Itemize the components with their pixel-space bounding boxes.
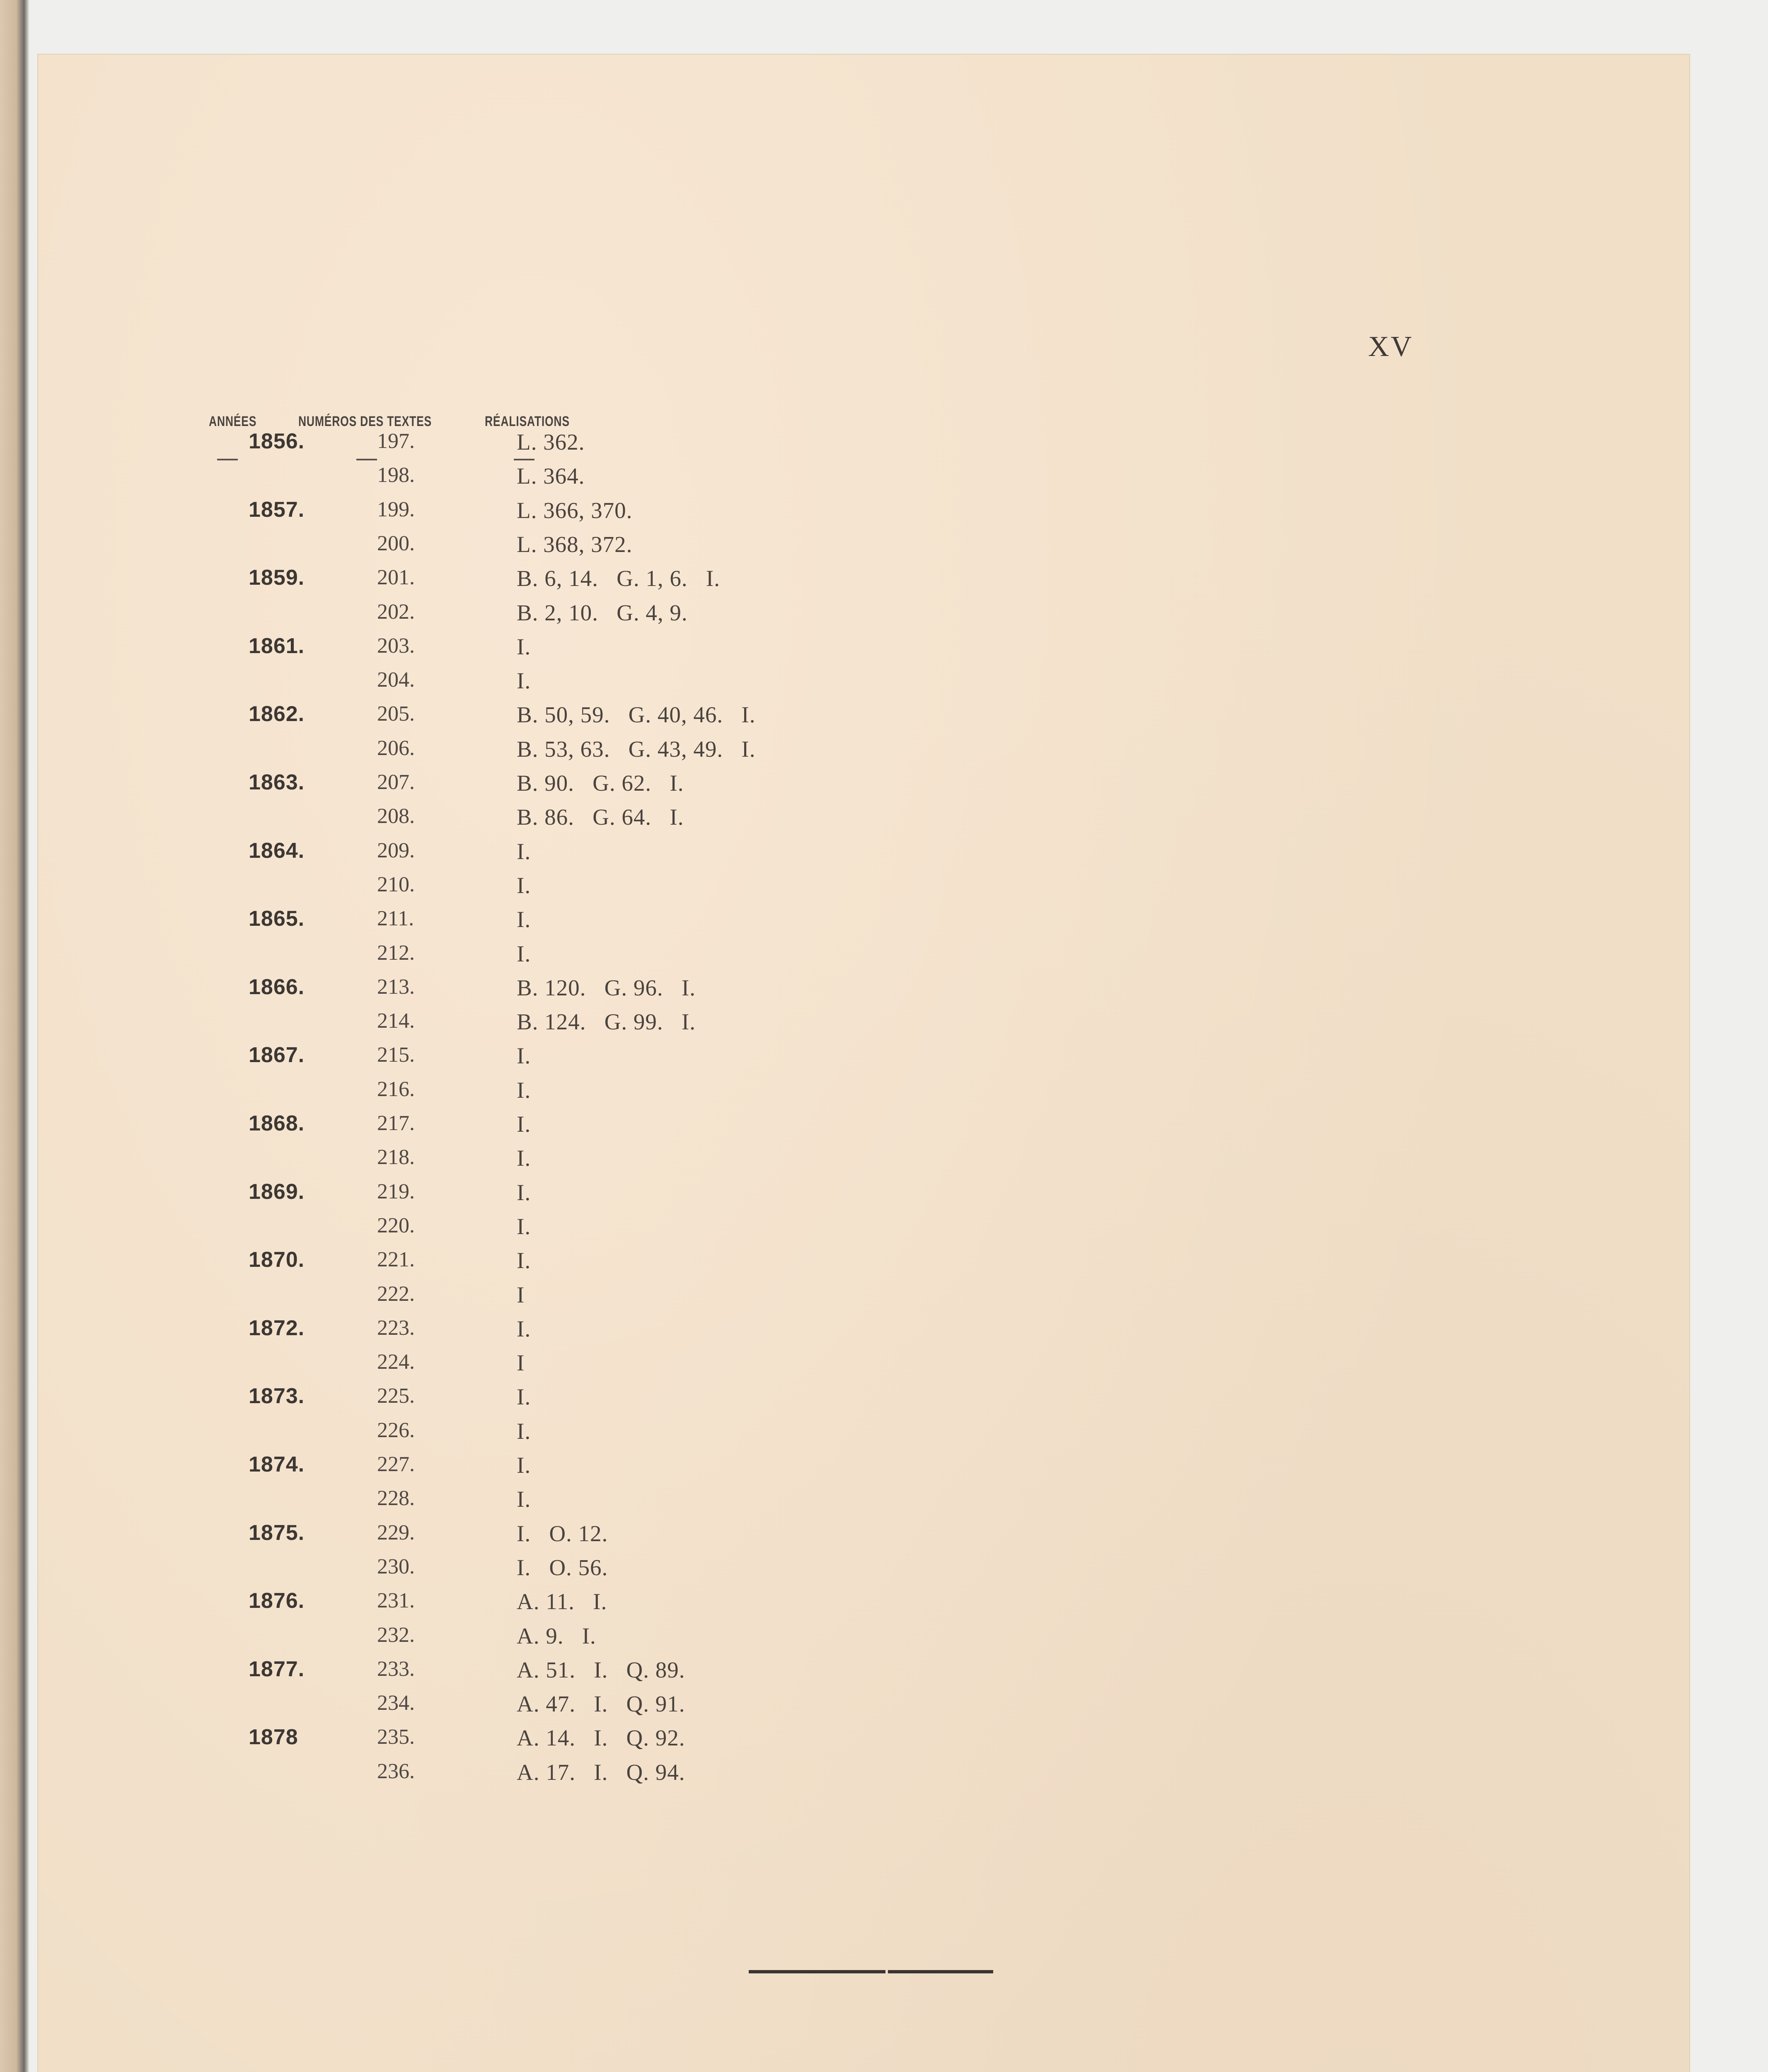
table-row [38, 531, 867, 565]
book-page [38, 55, 1689, 2072]
text-number-cell: 228. [377, 1486, 415, 1510]
table-row [38, 1520, 867, 1554]
header-numeros-des-textes: NUMÉROS DES TEXTES [298, 414, 432, 429]
text-number-cell: 200. [377, 532, 415, 555]
realisations-cell: I. [517, 1111, 531, 1137]
realisations-cell: L. 362. [517, 429, 585, 455]
year-cell: 1864. [249, 839, 305, 863]
realisations-cell: B. 86. G. 64. I. [517, 804, 684, 830]
text-number-cell: 199. [377, 498, 415, 521]
year-cell: 1866. [249, 975, 305, 999]
text-number-cell: 232. [377, 1623, 415, 1647]
table-row [38, 1247, 867, 1281]
realisations-cell: I. [517, 1214, 531, 1239]
year-cell: 1876. [249, 1589, 305, 1613]
table-row [38, 1316, 867, 1350]
closing-rule-left [749, 1970, 885, 1973]
table-row [38, 1554, 867, 1588]
realisations-cell: I. [517, 1384, 531, 1409]
text-number-cell: 223. [377, 1316, 415, 1340]
realisations-cell: I. [517, 1418, 531, 1444]
year-cell: 1873. [249, 1384, 305, 1408]
year-cell: 1863. [249, 770, 305, 794]
realisations-cell: B. 53, 63. G. 43, 49. I. [517, 736, 756, 762]
year-cell: 1861. [249, 634, 305, 658]
book-spine-edge [0, 0, 29, 2072]
realisations-cell: I. [517, 1316, 531, 1341]
table-row [38, 600, 867, 634]
table-row [38, 1145, 867, 1179]
table-row [38, 872, 867, 906]
realisations-cell: I. [517, 907, 531, 932]
text-number-cell: 221. [377, 1248, 415, 1271]
closing-rule [749, 1970, 993, 1973]
text-number-cell: 230. [377, 1555, 415, 1578]
text-number-cell: 222. [377, 1282, 415, 1306]
text-number-cell: 233. [377, 1657, 415, 1681]
table-row [38, 1486, 867, 1520]
realisations-cell: I. O. 12. [517, 1521, 608, 1546]
table-row [38, 906, 867, 940]
text-number-cell: 214. [377, 1009, 415, 1033]
text-number-cell: 203. [377, 634, 415, 658]
realisations-cell: B. 90. G. 62. I. [517, 770, 684, 796]
year-cell: 1868. [249, 1111, 305, 1135]
year-cell: 1877. [249, 1657, 305, 1681]
text-number-cell: 216. [377, 1077, 415, 1101]
realisations-cell: I. [517, 1077, 531, 1103]
table-row [38, 1657, 867, 1691]
text-number-cell: 207. [377, 770, 415, 794]
text-number-cell: 205. [377, 702, 415, 726]
realisations-cell: I. [517, 1486, 531, 1512]
realisations-cell: B. 2, 10. G. 4, 9. [517, 600, 688, 625]
text-number-cell: 212. [377, 941, 415, 965]
year-cell: 1874. [249, 1452, 305, 1477]
table-row [38, 634, 867, 668]
realisations-cell: L. 368, 372. [517, 532, 633, 557]
year-cell: 1878 [249, 1725, 298, 1749]
table-row [38, 1384, 867, 1418]
year-cell: 1857. [249, 498, 305, 522]
year-cell: 1875. [249, 1521, 305, 1545]
year-cell: 1869. [249, 1180, 305, 1204]
realisations-cell: A. 17. I. Q. 94. [517, 1760, 685, 1785]
table-row [38, 702, 867, 736]
text-number-cell: 225. [377, 1384, 415, 1408]
realisations-cell: I. [517, 873, 531, 898]
realisations-cell: L. 366, 370. [517, 498, 633, 523]
text-number-cell: 217. [377, 1111, 415, 1135]
table-row [38, 1418, 867, 1452]
text-number-cell: 215. [377, 1043, 415, 1067]
table-row [38, 1452, 867, 1486]
table-row [38, 1725, 867, 1759]
text-number-cell: 209. [377, 839, 415, 862]
realisations-cell: A. 11. I. [517, 1589, 607, 1614]
year-cell: 1865. [249, 907, 305, 931]
table-row [38, 1043, 867, 1077]
text-number-cell: 220. [377, 1214, 415, 1237]
realisations-cell: B. 50, 59. G. 40, 46. I. [517, 702, 756, 727]
table-row [38, 770, 867, 804]
text-number-cell: 229. [377, 1521, 415, 1544]
realisations-cell: A. 9. I. [517, 1623, 596, 1648]
realisations-cell: I. [517, 1248, 531, 1273]
text-number-cell: 213. [377, 975, 415, 999]
table-row [38, 1623, 867, 1657]
text-number-cell: 208. [377, 804, 415, 828]
table-row [38, 565, 867, 599]
table-row [38, 1111, 867, 1145]
text-number-cell: 235. [377, 1725, 415, 1749]
text-number-cell: 236. [377, 1760, 415, 1783]
realisations-cell: I. [517, 634, 531, 659]
page-number: XV [1368, 331, 1414, 363]
text-number-cell: 201. [377, 566, 415, 589]
text-number-cell: 206. [377, 736, 415, 760]
text-number-cell: 234. [377, 1691, 415, 1715]
text-number-cell: 224. [377, 1350, 415, 1374]
table-row [38, 429, 867, 463]
text-number-cell: 231. [377, 1589, 415, 1612]
table-row [38, 497, 867, 531]
realisations-cell: I [517, 1350, 525, 1375]
table-row [38, 975, 867, 1009]
table-row [38, 1350, 867, 1384]
text-number-cell: 219. [377, 1180, 415, 1203]
realisations-cell: B. 6, 14. G. 1, 6. I. [517, 566, 720, 591]
year-cell: 1856. [249, 429, 305, 453]
realisations-cell: I. [517, 1180, 531, 1205]
header-annees: ANNÉES [209, 414, 257, 429]
table-row [38, 463, 867, 497]
realisations-cell: I. [517, 1145, 531, 1171]
table-row [38, 1691, 867, 1725]
text-number-cell: 198. [377, 463, 415, 487]
text-number-cell: 226. [377, 1418, 415, 1442]
realisations-cell: I. [517, 941, 531, 966]
table-row [38, 668, 867, 702]
table-row [38, 1213, 867, 1247]
realisations-cell: L. 364. [517, 463, 585, 489]
realisations-cell: I. [517, 1043, 531, 1068]
table-row [38, 1077, 867, 1111]
table-row [38, 1179, 867, 1213]
text-number-cell: 204. [377, 668, 415, 692]
year-cell: 1862. [249, 702, 305, 726]
realisations-cell: I. [517, 839, 531, 864]
table-row [38, 736, 867, 770]
realisations-cell: I. [517, 1452, 531, 1478]
realisations-cell: I [517, 1282, 525, 1307]
table-row [38, 838, 867, 872]
year-cell: 1859. [249, 566, 305, 590]
text-number-cell: 197. [377, 429, 415, 453]
table-row [38, 1009, 867, 1043]
year-cell: 1867. [249, 1043, 305, 1067]
realisations-cell: I. [517, 668, 531, 693]
year-cell: 1872. [249, 1316, 305, 1340]
closing-rule-right [888, 1970, 993, 1973]
realisations-cell: B. 120. G. 96. I. [517, 975, 696, 1000]
realisations-cell: A. 14. I. Q. 92. [517, 1725, 685, 1750]
table-row [38, 941, 867, 975]
realisations-cell: B. 124. G. 99. I. [517, 1009, 696, 1034]
table-row [38, 1588, 867, 1622]
table-row [38, 1282, 867, 1316]
text-number-cell: 202. [377, 600, 415, 624]
realisations-cell: A. 51. I. Q. 89. [517, 1657, 685, 1682]
header-realisations: RÉALISATIONS [485, 414, 570, 429]
realisations-cell: A. 47. I. Q. 91. [517, 1691, 685, 1716]
text-number-cell: 218. [377, 1145, 415, 1169]
text-number-cell: 227. [377, 1452, 415, 1476]
text-number-cell: 210. [377, 873, 415, 896]
text-number-cell: 211. [377, 907, 414, 930]
realisations-cell: I. O. 56. [517, 1555, 608, 1580]
table-row [38, 804, 867, 838]
table-row [38, 1759, 867, 1793]
year-cell: 1870. [249, 1248, 305, 1272]
